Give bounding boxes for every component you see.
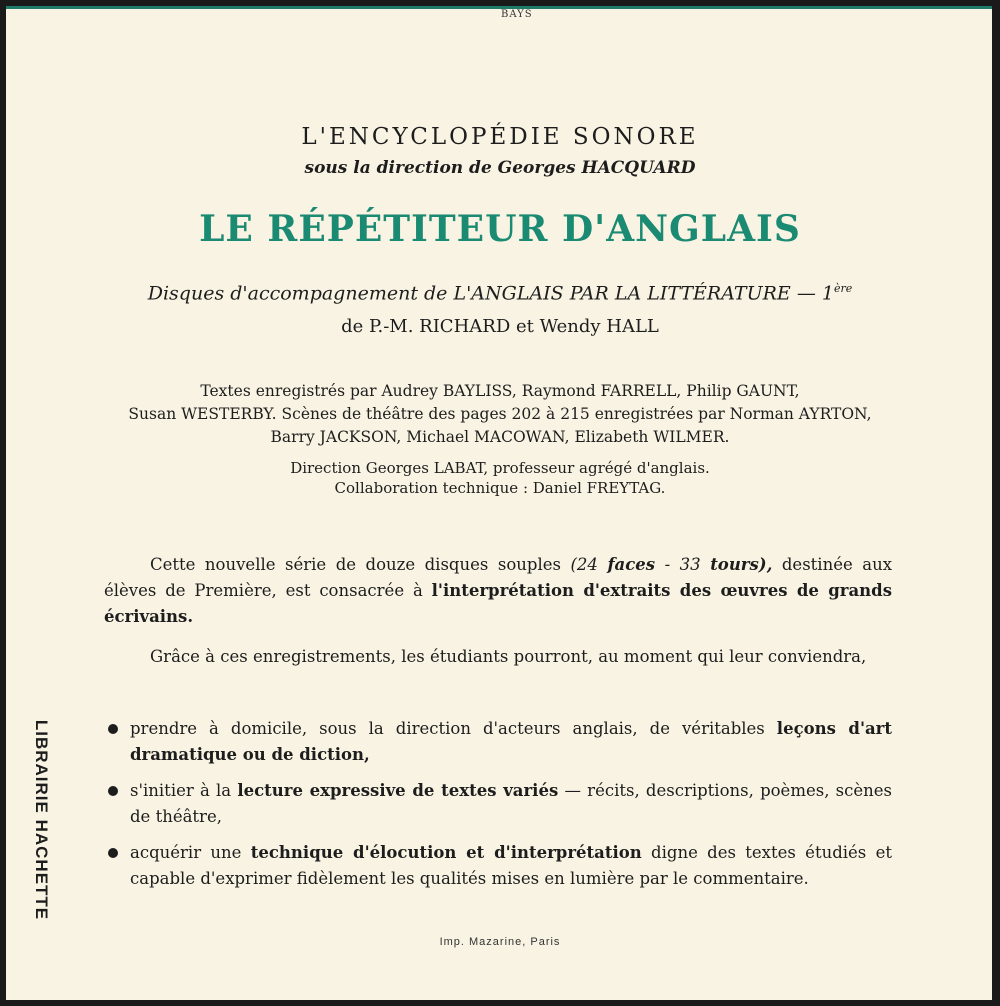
authors: de P.-M. RICHARD et Wendy HALL	[341, 316, 659, 337]
text-run: faces	[607, 555, 656, 574]
bullet-icon	[108, 786, 118, 796]
top-edge-text: BAYS	[501, 9, 533, 20]
subtitle-work: L'ANGLAIS PAR LA LITTÉRATURE	[453, 282, 791, 305]
subtitle-prefix: Disques d'accompagnement de	[147, 282, 448, 305]
text-run: — récits, descriptions, poèmes, scènes de théâtre,	[130, 781, 892, 826]
imprint: Imp. Mazarine, Paris	[439, 936, 561, 948]
bullet-icon	[108, 848, 118, 858]
text-run: - 33	[664, 555, 701, 574]
credits-line: Susan WESTERBY. Scènes de théâtre des pages 202 à 215 enregistrées par Norman AYRTON,	[128, 405, 872, 423]
direction-line: Direction Georges LABAT, professeur agrégé d'anglais.	[290, 459, 710, 477]
series-direction: sous la direction de Georges HACQUARD	[304, 158, 696, 178]
publisher-text: LIBRAIRIE HACHETTE	[32, 719, 51, 921]
subtitle-dash: — 1	[796, 282, 834, 305]
text-run: prendre à domicile, sous la direction d'acteurs anglais, de véritables	[130, 719, 765, 738]
list-item	[130, 716, 892, 768]
list-item	[130, 778, 892, 830]
recording-credits	[0, 380, 1000, 449]
subtitle-sup: ère	[833, 282, 853, 295]
text-run: digne des textes étudiés et capable d'exprimer fidèlement les qualités mises en lumière par le commentaire.	[130, 843, 892, 888]
text-run: s'initier à la	[130, 781, 232, 800]
text-run-bold: l'interprétation d'extraits des œuvres de grands écrivains.	[104, 581, 892, 626]
intro-paragraph	[104, 552, 892, 630]
page-title: LE RÉPÉTITEUR D'ANGLAIS	[199, 208, 801, 250]
second-paragraph: Grâce à ces enregistrements, les étudiants pourront, au moment qui leur conviendra,	[150, 647, 867, 666]
text-run: destinée aux élèves de Première, est consacrée à	[104, 555, 893, 600]
subtitle	[0, 282, 1000, 304]
bullet-icon	[108, 724, 118, 734]
publisher-label	[26, 720, 56, 920]
text-run: Cette nouvelle série de douze disques souples	[150, 555, 561, 574]
direction-credits	[0, 458, 1000, 498]
text-run-bold: lecture expressive de textes variés	[237, 781, 559, 800]
list-item	[130, 840, 892, 892]
credits-line: Textes enregistrés par Audrey BAYLISS, Raymond FARRELL, Philip GAUNT,	[200, 382, 800, 400]
text-run: tours),	[710, 555, 773, 574]
text-run: acquérir une	[130, 843, 242, 862]
text-run-bold: technique d'élocution et d'interprétation	[250, 843, 642, 862]
series-name: L'ENCYCLOPÉDIE SONORE	[301, 124, 699, 150]
technique-line: Collaboration technique : Daniel FREYTAG.	[334, 479, 666, 497]
text-run-bold: leçons d'art dramatique ou de diction,	[130, 719, 892, 764]
text-run: (24	[570, 555, 598, 574]
credits-line: Barry JACKSON, Michael MACOWAN, Elizabeth WILMER.	[270, 428, 730, 446]
